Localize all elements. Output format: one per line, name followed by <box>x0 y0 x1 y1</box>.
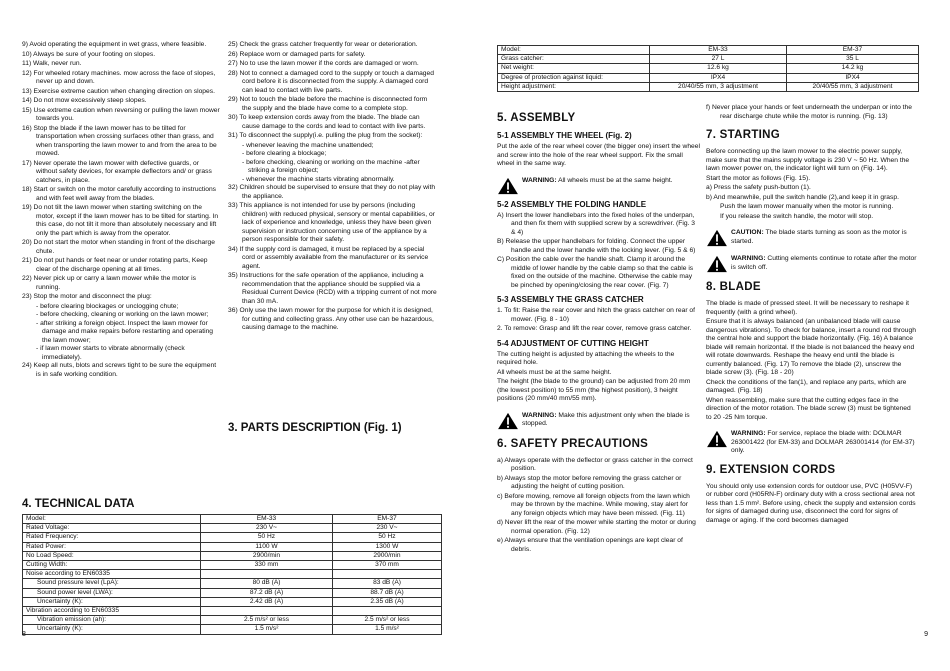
list-item: 14) Do not mow excessively steep slopes. <box>22 97 147 104</box>
blade-heading: 8. BLADE <box>706 281 761 293</box>
table-cell: 1.5 m/s² <box>333 625 442 634</box>
warning-label: WARNING: <box>731 255 766 262</box>
list-item: 16) Stop the blade if the lawn mower has to be tilted for transportation when crossing surfaces other than grass, and when transporting the lawn mower to and from the area to be mowed. <box>22 124 217 157</box>
parts-description-heading: 3. PARTS DESCRIPTION (Fig. 1) <box>228 422 402 434</box>
starting-list <box>706 184 918 202</box>
list-item: 11) Walk, never run. <box>22 60 82 67</box>
list-item: When reassembling, make sure that the cutting edges face in the direction of the motor rotation. The blade screw (3) must be tightened to 20 -25 Nm torque. <box>706 396 911 421</box>
starting-release: If you release the switch handle, the motor will stop. <box>720 212 874 220</box>
list-item: 26) Replace worn or damaged parts for safety. <box>228 50 366 58</box>
table-row <box>23 579 442 588</box>
list-item: C) Position the cable over the handle shaft. Clamp it around the middle of lower handle by the cable clamp so that the cable is fixed on the outside of the machine. Otherwise the cable may be pinched by opening/closing the rear cover. (Fig. 7) <box>497 256 694 289</box>
left-column-2 <box>228 41 438 334</box>
list-item: 27) No to use the lawn mower if the cords are damaged or worn. <box>228 60 419 67</box>
table-cell: 370 mm <box>333 561 442 570</box>
table-cell: 27 L <box>650 55 787 64</box>
table-cell: 20/40/55 mm, 3 adjustment <box>650 82 787 91</box>
caution-label: CAUTION: <box>731 229 764 236</box>
list-subitem: - whenever the machine starts vibrating abnormally. <box>242 175 395 183</box>
list-item: 22) Never pick up or carry a lawn mower while the motor is running. <box>22 275 196 291</box>
table-cell: 1100 W <box>201 542 333 551</box>
table-cell: 87.2 dB (A) <box>201 588 333 597</box>
table-cell: 2.42 dB (A) <box>201 597 333 606</box>
extension-cords-text: You should only use extension cords for outdoor use, PVC (H05VV-F) or rubber cord (H05RN-F) ordinary duty with a cross sectional area not less than 1.5 mm². Before using, check the supply and extension cords for signs of damaged during use, disconnect the cord for signs of damage or aging. If the cord becomes damaged <box>706 482 916 524</box>
table-cell: 1300 W <box>333 542 442 551</box>
warning-label: WARNING: <box>522 176 557 184</box>
table-cell: 230 V~ <box>333 524 442 533</box>
list-subitem: - after striking a foreign object. Inspect the lawn mower for damage and make repairs before restarting and operating the lawn mower; <box>36 319 214 344</box>
list-item: All wheels must be at the same height. <box>497 368 612 376</box>
table-row <box>23 625 442 634</box>
table-cell: Sound pressure level (LpA): <box>23 579 201 588</box>
list-item: 20) Do not start the motor when standing in front of the discharge chute. <box>22 239 215 255</box>
list-item: b) Always stop the motor before removing the grass catcher or adjusting the height of cutting position. <box>497 474 682 490</box>
list-item: 9) Avoid operating the equipment in wet grass, where feasible. <box>22 41 207 48</box>
warning-block-wheels <box>497 177 700 195</box>
starting-heading: 7. STARTING <box>706 129 781 141</box>
left-column-1 <box>22 41 220 380</box>
table-cell: 83 dB (A) <box>333 579 442 588</box>
list-item: The height (the blade to the ground) can be adjusted from 20 mm (the lowest position) to 55 mm (the highest position), 3 height positions (20 mm/40 mm/55 mm). <box>497 378 691 402</box>
right-column-2 <box>706 104 918 526</box>
warning-text: For service, replace the blade with: DOLMAR 263001422 (for EM-33) and DOLMAR 263001414 (for EM-37) only. <box>731 430 915 454</box>
technical-data-table <box>22 514 442 635</box>
list-subitem: - if lawn mower starts to vibrate abnormally (check immediately). <box>36 345 185 361</box>
technical-data-heading: 4. TECHNICAL DATA <box>22 498 135 510</box>
list-item: 10) Always be sure of your footing on slopes. <box>22 50 156 58</box>
list-item: e) Always ensure that the ventilation openings are kept clear of debris. <box>497 537 683 553</box>
table-cell: IPX4 <box>650 73 787 82</box>
list-subitem: - before clearing blockages or unclogging chute; <box>36 302 179 310</box>
list-item: 21) Do not put hands or feet near or under rotating parts, Keep clear of the discharge opening at all times. <box>22 257 208 273</box>
starting-push: Push the lawn mower manually when the motor is running. <box>720 203 894 210</box>
table-cell: EM-33 <box>650 46 787 55</box>
starting-text: Before connecting up the lawn mower to the electric power supply, make sure that the mains supply voltage is 230 V ~ 50 Hz. When the lawn mower power on, the indicator light will turn on (Fig. 14). <box>706 148 910 172</box>
list-item: b) And meanwhile, pull the switch handle (2),and keep it in grasp. <box>706 193 899 201</box>
list-item: B) Release the upper handlebars for folding. Connect the upper handle and the lower handle with the locking lever. (Fig. 5 & 6) <box>497 238 696 254</box>
table-cell: 2900/min <box>333 551 442 560</box>
page-number-left: 8 <box>22 631 26 638</box>
table-cell: 20/40/55 mm, 3 adjustment <box>787 82 919 91</box>
list-item: 34) If the supply cord is damaged, it must be replaced by a special cord or assembly available from the manufacturer or its service agent. <box>228 245 429 270</box>
list-item: 23) Stop the motor and disconnect the plug: <box>22 293 152 300</box>
list-item: The blade is made of pressed steel. It will be necessary to reshape it frequently (with a grind wheel). <box>706 300 909 316</box>
list-subitem: - before clearing a blockage; <box>242 150 327 157</box>
table-cell: 88.7 dB (A) <box>333 588 442 597</box>
list-item: 13) Exercise extreme caution when changing direction on slopes. <box>22 87 215 95</box>
list-item: 17) Never operate the lawn mower with defective guards, or without safety devices, for example deflectors and/ or grass catchers, in place. <box>22 159 212 184</box>
table-cell: 1.5 m/s² <box>201 625 333 634</box>
table-cell: 330 mm <box>201 561 333 570</box>
list-item: The cutting height is adjusted by attaching the wheels to the required hole. <box>497 350 675 366</box>
caution-block <box>706 229 918 247</box>
warning-icon <box>497 177 519 195</box>
list-item: 30) To keep extension cords away from the blade. The blade can cause damage to the cords and lead to contact with live parts. <box>228 114 426 130</box>
table-cell: 2.35 dB (A) <box>333 597 442 606</box>
page-number-right: 9 <box>924 631 928 638</box>
warning-icon <box>706 255 728 273</box>
table-row <box>23 561 442 570</box>
table-cell <box>201 570 333 579</box>
list-item: 19) Do not tilt the lawn mower when starting switching on the motor, except if the lawn mower has to be tilted for starting. In this case, do not tilt it more than absolutely necessary and lift only the part which is away from the operator. <box>22 204 219 237</box>
table-row <box>498 55 919 64</box>
extension-cords-heading: 9. EXTENSION CORDS <box>706 463 836 476</box>
warning-icon <box>497 412 519 430</box>
table-cell: Sound power level (LWA): <box>23 588 201 597</box>
table-cell <box>201 607 333 616</box>
warning-text: All wheels must be at the same height. <box>558 176 673 184</box>
table-cell: 50 Hz <box>333 533 442 542</box>
table-cell: Height adjustment: <box>498 82 650 91</box>
warning-label: WARNING: <box>731 430 766 437</box>
list-item: 32) Children should be supervised to ensure that they do not play with the appliance. <box>228 184 436 200</box>
list-item: 15) Use extreme caution when reversing or pulling the lawn mower towards you. <box>22 106 220 122</box>
list-item: Check the conditions of the fan(1), and replace any parts, which are damaged. (Fig. 18) <box>706 378 907 394</box>
table-cell: Model: <box>23 515 201 524</box>
list-item: c) Before mowing, remove all foreign objects from the lawn which may be thrown by the machine. While mowing, stay alert for any foreign objects which may have been missed. (Fig. 11) <box>497 492 690 517</box>
table-cell: 50 Hz <box>201 533 333 542</box>
list-item: 33) This appliance is not intended for use by persons (including children) with reduced physical, sensory or mental capabilities, or lack of experience and knowledge, unless they have been given supervision or instruction concerning use of the appliance by a person responsible for their safety. <box>228 202 435 243</box>
list-subitem: - before checking, cleaning or working on the machine -after striking a foreign object; <box>242 158 420 174</box>
list-item: A) Insert the lower handlebars into the fixed holes of the underpan, and then fix them with supplied screw by a screwdriver. (Fig. 3 & 4) <box>497 211 695 236</box>
table-cell: Uncertainty (K): <box>23 597 201 606</box>
table-row <box>23 524 442 533</box>
table-cell: Vibration according to EN60335 <box>23 607 201 616</box>
table-cell: 14.2 kg <box>787 64 919 73</box>
list-item: 36) Only use the lawn mower for the purpose for which it is designed, for cutting and collecting grass. Any other use can be hazardous, causing damage to the machine. <box>228 307 434 331</box>
table-cell: Rated Power: <box>23 542 201 551</box>
table-cell: EM-37 <box>787 46 919 55</box>
table-row <box>23 588 442 597</box>
table-cell: 2.5 m/s² or less <box>333 616 442 625</box>
handle-heading: 5-2 ASSEMBLY THE FOLDING HANDLE <box>497 199 647 209</box>
table-cell: Rated Voltage: <box>23 524 201 533</box>
table-row <box>498 46 919 55</box>
wheel-heading: 5-1 ASSEMBLY THE WHEEL (Fig. 2) <box>497 131 632 140</box>
table-row <box>23 597 442 606</box>
safety-item-f: f) Never place your hands or feet underneath the underpan or into the rear discharge chute while the motor is running. (Fig. 13) <box>706 104 912 120</box>
warning-icon <box>706 229 728 247</box>
list-item: 1. To fit: Raise the rear cover and hitch the grass catcher on rear of mower. (Fig. 8 - 10) <box>497 307 696 323</box>
warning-icon <box>706 430 728 448</box>
list-item: 31) To disconnect the supply(i.e. pulling the plug from the socket): <box>228 132 423 139</box>
table-cell: Grass catcher: <box>498 55 650 64</box>
warning-block-blade <box>706 430 918 456</box>
specs-table <box>497 45 919 92</box>
table-cell: Model: <box>498 46 650 55</box>
list-subitem: - whenever leaving the machine unattended; <box>242 141 374 149</box>
table-row <box>498 73 919 82</box>
list-item: 35) Instructions for the safe operation of the appliance, including a recommendation that the appliance should be supplied via a Residual Current Device (RCD) with a tripping current of not more than 30 mA. <box>228 272 437 305</box>
table-row <box>23 542 442 551</box>
table-cell: 230 V~ <box>201 524 333 533</box>
blade-text <box>706 300 918 422</box>
list-item: Ensure that it is always balanced (an unbalanced blade will cause dangerous vibrations). To check for balance, insert a round rod through the central hole and support the blade horizontally. (Fig. 16) A balance blade will remain horizontal. If the blade is not balanced the heavy end will rotate downwards. Reshape the heavy end until the blade is currently balanced. (Fig. 17) To remove the blade (2), unscrew the blade screw (3). (Fig. 18 - 20) <box>706 318 916 376</box>
table-row <box>498 64 919 73</box>
table-cell: 80 dB (A) <box>201 579 333 588</box>
table-row <box>23 533 442 542</box>
table-cell: No Load Speed: <box>23 551 201 560</box>
table-row <box>23 616 442 625</box>
list-item: a) Press the safety push-button (1). <box>706 184 811 191</box>
table-cell: Uncertainty (K): <box>23 625 201 634</box>
table-cell: 2900/min <box>201 551 333 560</box>
right-page <box>475 0 950 671</box>
warning-text: Make this adjustment only when the blade is stopped. <box>522 411 690 427</box>
table-cell <box>333 570 442 579</box>
assembly-heading: 5. ASSEMBLY <box>497 112 576 124</box>
table-cell: Rated Frequency: <box>23 533 201 542</box>
table-row <box>498 82 919 91</box>
table-cell: Net weight: <box>498 64 650 73</box>
table-cell: EM-33 <box>201 515 333 524</box>
safety-list <box>497 457 700 555</box>
warning-block-rotate <box>706 255 918 273</box>
list-item: 2. To remove: Grasp and lift the rear cover, remove grass catcher. <box>497 325 692 332</box>
table-row <box>23 515 442 524</box>
table-row <box>23 551 442 560</box>
starting-motor-text: Start the motor as follows (Fig. 15). <box>706 174 811 182</box>
table-cell: EM-37 <box>333 515 442 524</box>
list-item: d) Never lift the rear of the mower while starting the motor or during normal operation. (Fig. 12) <box>497 519 696 535</box>
warning-text: Cutting elements continue to rotate after the motor is switch off. <box>731 255 917 271</box>
table-cell: Degree of protection against liquid: <box>498 73 650 82</box>
right-column-1 <box>497 104 700 555</box>
table-cell: 35 L <box>787 55 919 64</box>
list-item: 25) Check the grass catcher frequently for wear or deterioration. <box>228 41 418 48</box>
table-row <box>23 607 442 616</box>
list-item: 12) For wheeled rotary machines. mow across the face of slopes, never up and down. <box>22 69 216 85</box>
table-cell: Noise according to EN60335 <box>23 570 201 579</box>
table-cell: Cutting Width: <box>23 561 201 570</box>
list-item: 28) Not to connect a damaged cord to the supply or touch a damaged cord before it is disconnected from the supply. A damaged cord can lead to contact with live parts. <box>228 69 434 94</box>
table-cell: Vibration emission (ah): <box>23 616 201 625</box>
handle-list <box>497 212 700 291</box>
warning-label: WARNING: <box>522 411 557 419</box>
safety-heading: 6. SAFETY PRECAUTIONS <box>497 437 649 450</box>
catcher-list <box>497 307 700 334</box>
list-item: 18) Start or switch on the motor carefully according to instructions and with feet well away from the blades. <box>22 186 217 202</box>
warning-block-height <box>497 412 700 430</box>
wheel-text: Put the axle of the rear wheel cover (the bigger one) insert the wheel and screw into the hole of the rear wheel support. Fix the small wheel in the same way. <box>497 143 700 167</box>
table-cell: IPX4 <box>787 73 919 82</box>
table-cell: 12.6 kg <box>650 64 787 73</box>
table-row <box>23 570 442 579</box>
table-cell <box>333 607 442 616</box>
catcher-heading: 5-3 ASSEMBLY THE GRASS CATCHER <box>497 295 644 304</box>
height-text <box>497 351 700 404</box>
table-cell: 2.5 m/s² or less <box>201 616 333 625</box>
list-item: 24) Keep all nuts, blots and screws tight to be sure the equipment is in safe working condition. <box>22 362 217 378</box>
list-item: a) Always operate with the deflector or grass catcher in the correct position. <box>497 456 693 472</box>
list-item: 29) Not to touch the blade before the machine is disconnected form the supply and the blade have come to a complete stop. <box>228 96 428 112</box>
caution-text: The blade starts turning as soon as the motor is started. <box>731 229 907 245</box>
list-subitem: - before checking, cleaning or working on the lawn mower; <box>36 311 209 318</box>
height-heading: 5-4 ADJUSTMENT OF CUTTING HEIGHT <box>497 338 649 348</box>
